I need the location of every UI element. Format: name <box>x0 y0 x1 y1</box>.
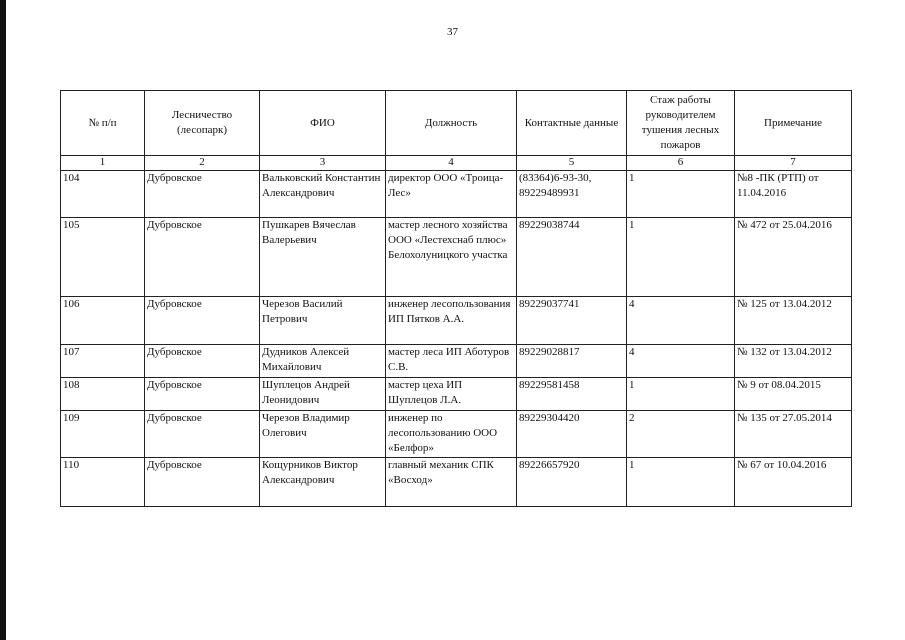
note-cell: № 125 от 13.04.2012 <box>735 297 852 345</box>
column-number: 5 <box>517 156 627 171</box>
header-cell: ФИО <box>260 91 386 156</box>
forestry-cell: Дубровское <box>145 458 260 507</box>
forestry-cell: Дубровское <box>145 378 260 411</box>
note-cell: № 132 от 13.04.2012 <box>735 345 852 378</box>
note-cell: №8 -ПК (РТП) от 11.04.2016 <box>735 171 852 218</box>
forestry-cell: Дубровское <box>145 411 260 458</box>
table-row <box>61 458 852 507</box>
contact-cell: 89229028817 <box>517 345 627 378</box>
experience-cell: 1 <box>627 458 735 507</box>
experience-cell: 1 <box>627 171 735 218</box>
contact-cell: 89229037741 <box>517 297 627 345</box>
header-cell: Должность <box>386 91 517 156</box>
table-row <box>61 378 852 411</box>
table-row <box>61 411 852 458</box>
full-name-cell: Вальковский Константин Александрович <box>260 171 386 218</box>
column-number-row <box>61 156 852 171</box>
scan-edge-bar <box>0 0 6 640</box>
contact-cell: (83364)6-93-30, 89229489931 <box>517 171 627 218</box>
header-cell: Примечание <box>735 91 852 156</box>
row-number-cell: 109 <box>61 411 145 458</box>
position-cell: инженер по лесопользованию ООО «Белфор» <box>386 411 517 458</box>
column-number: 6 <box>627 156 735 171</box>
full-name-cell: Черезов Владимир Олегович <box>260 411 386 458</box>
column-number: 7 <box>735 156 852 171</box>
experience-cell: 1 <box>627 218 735 297</box>
column-number: 4 <box>386 156 517 171</box>
table-row <box>61 297 852 345</box>
full-name-cell: Кощурников Виктор Александрович <box>260 458 386 507</box>
column-number: 2 <box>145 156 260 171</box>
position-cell: мастер цеха ИП Шуплецов Л.А. <box>386 378 517 411</box>
contact-cell: 89226657920 <box>517 458 627 507</box>
position-cell: главный механик СПК «Восход» <box>386 458 517 507</box>
experience-cell: 1 <box>627 378 735 411</box>
fire-chiefs-table <box>60 90 852 507</box>
full-name-cell: Дудников Алексей Михайлович <box>260 345 386 378</box>
experience-cell: 4 <box>627 297 735 345</box>
header-row <box>61 91 852 156</box>
note-cell: № 67 от 10.04.2016 <box>735 458 852 507</box>
contact-cell: 89229581458 <box>517 378 627 411</box>
forestry-cell: Дубровское <box>145 345 260 378</box>
header-cell: № п/п <box>61 91 145 156</box>
column-number: 1 <box>61 156 145 171</box>
header-cell: Стаж работы руководителем тушения лесных пожаров <box>627 91 735 156</box>
contact-cell: 89229304420 <box>517 411 627 458</box>
page-number: 37 <box>447 26 458 38</box>
full-name-cell: Черезов Василий Петрович <box>260 297 386 345</box>
experience-cell: 2 <box>627 411 735 458</box>
row-number-cell: 107 <box>61 345 145 378</box>
table-row <box>61 171 852 218</box>
header-cell: Контактные данные <box>517 91 627 156</box>
row-number-cell: 108 <box>61 378 145 411</box>
column-number: 3 <box>260 156 386 171</box>
note-cell: № 135 от 27.05.2014 <box>735 411 852 458</box>
forestry-cell: Дубровское <box>145 297 260 345</box>
table-row <box>61 218 852 297</box>
row-number-cell: 106 <box>61 297 145 345</box>
position-cell: директор ООО «Троица-Лес» <box>386 171 517 218</box>
table-row <box>61 345 852 378</box>
note-cell: № 9 от 08.04.2015 <box>735 378 852 411</box>
header-cell: Лесничество (лесопарк) <box>145 91 260 156</box>
row-number-cell: 105 <box>61 218 145 297</box>
position-cell: инженер лесопользования ИП Пятков А.А. <box>386 297 517 345</box>
full-name-cell: Пушкарев Вячеслав Валерьевич <box>260 218 386 297</box>
contact-cell: 89229038744 <box>517 218 627 297</box>
row-number-cell: 104 <box>61 171 145 218</box>
position-cell: мастер лесного хозяйства ООО «Лестехснаб плюс» Белохолуницкого участка <box>386 218 517 297</box>
position-cell: мастер леса ИП Аботуров С.В. <box>386 345 517 378</box>
forestry-cell: Дубровское <box>145 171 260 218</box>
note-cell: № 472 от 25.04.2016 <box>735 218 852 297</box>
experience-cell: 4 <box>627 345 735 378</box>
forestry-cell: Дубровское <box>145 218 260 297</box>
row-number-cell: 110 <box>61 458 145 507</box>
full-name-cell: Шуплецов Андрей Леонидович <box>260 378 386 411</box>
